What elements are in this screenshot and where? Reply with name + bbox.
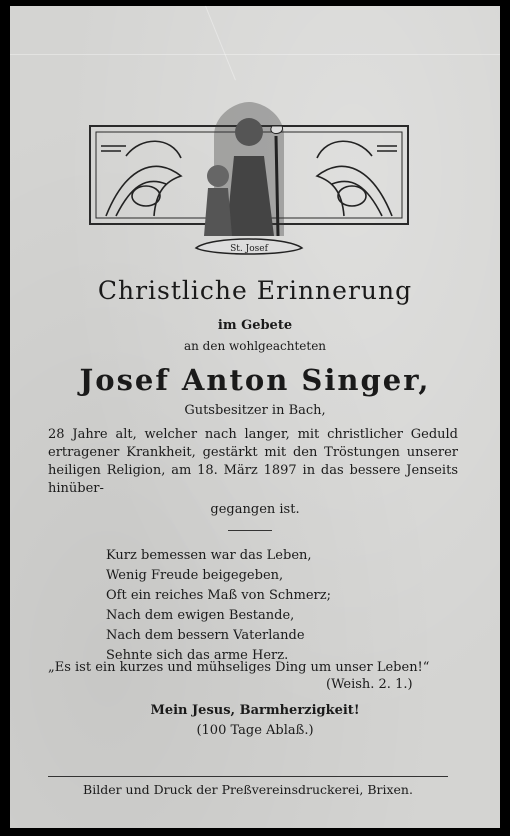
printer-credit: Bilder und Druck der Preßvereinsdruckerei, Brixen. xyxy=(83,782,413,797)
scripture-source: (Weish. 2. 1.) xyxy=(326,677,413,692)
emblem-label: St. Josef xyxy=(230,244,268,254)
indulgence-note: (100 Tage Ablaß.) xyxy=(196,723,314,738)
saint-joseph-emblem xyxy=(86,96,412,256)
poem-line: Nach dem bessern Vaterlande xyxy=(106,628,305,643)
poem xyxy=(106,546,331,666)
footer-rule xyxy=(48,776,448,777)
divider xyxy=(228,530,272,531)
closing-prayer: Mein Jesus, Barmherzigkeit! xyxy=(150,703,360,718)
occupation: Gutsbesitzer in Bach, xyxy=(184,403,326,418)
fold-crease xyxy=(10,54,500,55)
deceased-name: Josef Anton Singer, xyxy=(79,363,431,397)
poem-line: Oft ein reiches Maß von Schmerz; xyxy=(106,588,331,603)
fold-crease xyxy=(205,6,236,81)
scripture-quote: „Es ist ein kurzes und mühseliges Ding um unser Leben!“ xyxy=(48,660,430,675)
poem-line: Wenig Freude beigegeben, xyxy=(106,568,284,583)
biography-text: 28 Jahre alt, welcher nach langer, mit christlicher Geduld ertragener Krankheit, gestärkt mit den Tröstungen unserer heiligen Religion, am 18. März 1897 in das bessere Jenseits hinüber- xyxy=(48,427,458,496)
prayer-request: im Gebete xyxy=(217,318,293,333)
poem-line: Nach dem ewigen Bestande, xyxy=(106,608,295,623)
dedication-line: an den wohlgeachteten xyxy=(183,339,327,353)
poem-line: Kurz bemessen war das Leben, xyxy=(106,548,312,563)
biography-end: gegangen ist. xyxy=(210,502,300,517)
card-title: Christliche Erinnerung xyxy=(97,276,413,305)
poem-line: Sehnte sich das arme Herz. xyxy=(106,648,289,663)
memorial-card xyxy=(10,6,500,828)
